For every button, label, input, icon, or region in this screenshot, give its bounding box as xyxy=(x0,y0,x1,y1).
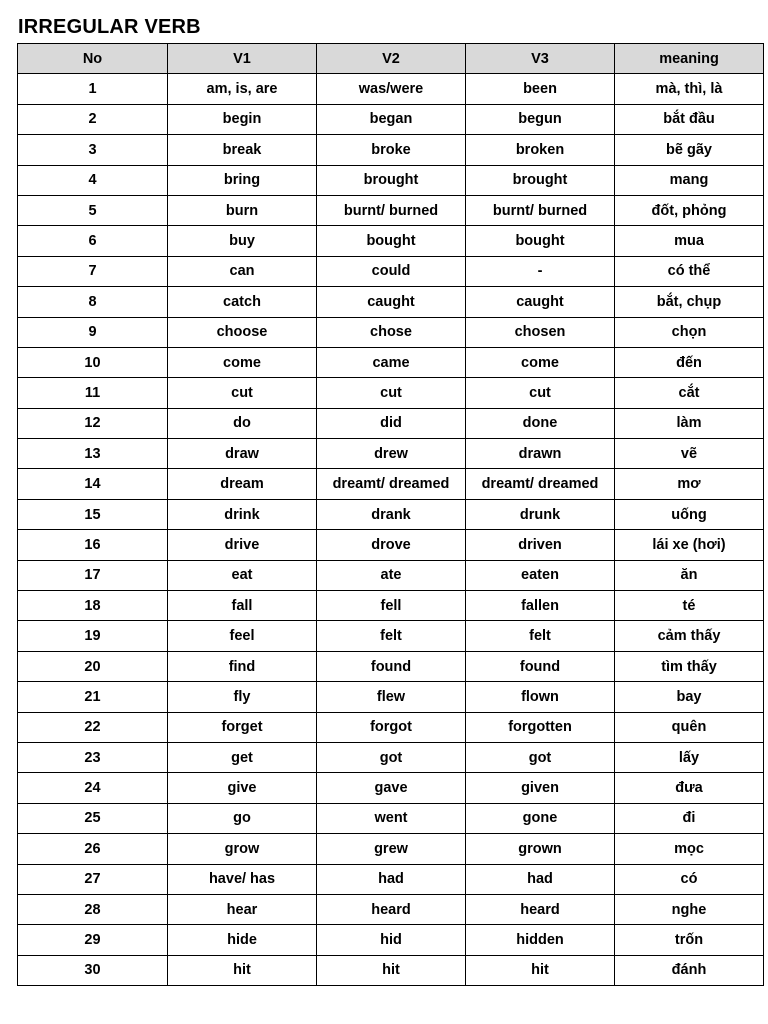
cell-v1: dream xyxy=(168,469,317,499)
cell-meaning: mà, thì, là xyxy=(615,74,764,104)
cell-v2: flew xyxy=(317,682,466,712)
cell-no: 17 xyxy=(18,560,168,590)
cell-meaning: làm xyxy=(615,408,764,438)
cell-meaning: quên xyxy=(615,712,764,742)
cell-v2: fell xyxy=(317,591,466,621)
page-title: IRREGULAR VERB xyxy=(18,16,201,38)
cell-v3: hit xyxy=(466,955,615,985)
cell-meaning: tìm thấy xyxy=(615,651,764,681)
cell-no: 4 xyxy=(18,165,168,195)
cell-no: 3 xyxy=(18,135,168,165)
cell-v1: give xyxy=(168,773,317,803)
cell-no: 18 xyxy=(18,591,168,621)
table-row xyxy=(18,591,764,621)
table-row xyxy=(18,742,764,772)
cell-v2: ate xyxy=(317,560,466,590)
cell-v3: heard xyxy=(466,894,615,924)
cell-meaning: cảm thấy xyxy=(615,621,764,651)
cell-v2: got xyxy=(317,742,466,772)
table-row xyxy=(18,74,764,104)
cell-v3: been xyxy=(466,74,615,104)
cell-v1: bring xyxy=(168,165,317,195)
table-row xyxy=(18,287,764,317)
cell-v3: forgotten xyxy=(466,712,615,742)
table-row xyxy=(18,499,764,529)
cell-v2: hit xyxy=(317,955,466,985)
cell-v2: went xyxy=(317,803,466,833)
cell-meaning: uống xyxy=(615,499,764,529)
cell-v3: flown xyxy=(466,682,615,712)
table-row xyxy=(18,256,764,286)
cell-meaning: nghe xyxy=(615,894,764,924)
cell-no: 9 xyxy=(18,317,168,347)
cell-no: 25 xyxy=(18,803,168,833)
cell-meaning: mơ xyxy=(615,469,764,499)
cell-v2: forgot xyxy=(317,712,466,742)
cell-v3: broken xyxy=(466,135,615,165)
cell-v1: drive xyxy=(168,530,317,560)
cell-v1: hide xyxy=(168,925,317,955)
cell-v3: eaten xyxy=(466,560,615,590)
cell-v2: heard xyxy=(317,894,466,924)
cell-v3: got xyxy=(466,742,615,772)
cell-v1: can xyxy=(168,256,317,286)
cell-v1: forget xyxy=(168,712,317,742)
cell-v2: gave xyxy=(317,773,466,803)
cell-no: 19 xyxy=(18,621,168,651)
cell-no: 2 xyxy=(18,104,168,134)
cell-meaning: chọn xyxy=(615,317,764,347)
cell-v3: given xyxy=(466,773,615,803)
cell-v1: hear xyxy=(168,894,317,924)
cell-meaning: có xyxy=(615,864,764,894)
cell-no: 28 xyxy=(18,894,168,924)
cell-v2: cut xyxy=(317,378,466,408)
cell-no: 5 xyxy=(18,195,168,225)
cell-v1: cut xyxy=(168,378,317,408)
cell-meaning: bẽ gãy xyxy=(615,135,764,165)
table-row xyxy=(18,378,764,408)
header-no: No xyxy=(18,44,168,74)
cell-meaning: vẽ xyxy=(615,439,764,469)
cell-v3: begun xyxy=(466,104,615,134)
table-row xyxy=(18,773,764,803)
table-row xyxy=(18,682,764,712)
cell-v1: do xyxy=(168,408,317,438)
cell-v1: choose xyxy=(168,317,317,347)
table-body xyxy=(18,74,764,986)
table-row xyxy=(18,651,764,681)
cell-meaning: bắt đầu xyxy=(615,104,764,134)
cell-meaning: mang xyxy=(615,165,764,195)
cell-no: 27 xyxy=(18,864,168,894)
cell-meaning: đốt, phỏng xyxy=(615,195,764,225)
header-v3: V3 xyxy=(466,44,615,74)
table-row xyxy=(18,712,764,742)
cell-v3: grown xyxy=(466,834,615,864)
cell-meaning: lấy xyxy=(615,742,764,772)
cell-meaning: lái xe (hơi) xyxy=(615,530,764,560)
cell-v3: caught xyxy=(466,287,615,317)
header-row xyxy=(18,44,764,74)
cell-v1: come xyxy=(168,347,317,377)
cell-meaning: bắt, chụp xyxy=(615,287,764,317)
cell-v3: bought xyxy=(466,226,615,256)
cell-no: 7 xyxy=(18,256,168,286)
cell-v1: catch xyxy=(168,287,317,317)
cell-v1: fall xyxy=(168,591,317,621)
header-meaning: meaning xyxy=(615,44,764,74)
cell-v3: dreamt/ dreamed xyxy=(466,469,615,499)
table-header xyxy=(18,44,764,74)
cell-meaning: té xyxy=(615,591,764,621)
cell-v1: grow xyxy=(168,834,317,864)
cell-v2: began xyxy=(317,104,466,134)
cell-v2: found xyxy=(317,651,466,681)
cell-v1: fly xyxy=(168,682,317,712)
cell-no: 12 xyxy=(18,408,168,438)
cell-v3: felt xyxy=(466,621,615,651)
cell-meaning: đánh xyxy=(615,955,764,985)
cell-no: 20 xyxy=(18,651,168,681)
cell-no: 6 xyxy=(18,226,168,256)
cell-no: 29 xyxy=(18,925,168,955)
cell-no: 22 xyxy=(18,712,168,742)
cell-v2: was/were xyxy=(317,74,466,104)
cell-v1: go xyxy=(168,803,317,833)
cell-v2: hid xyxy=(317,925,466,955)
cell-v3: drawn xyxy=(466,439,615,469)
cell-no: 11 xyxy=(18,378,168,408)
cell-v1: have/ has xyxy=(168,864,317,894)
cell-v1: buy xyxy=(168,226,317,256)
cell-v3: come xyxy=(466,347,615,377)
header-v1: V1 xyxy=(168,44,317,74)
cell-v2: drew xyxy=(317,439,466,469)
cell-v2: burnt/ burned xyxy=(317,195,466,225)
table-row xyxy=(18,834,764,864)
table-row xyxy=(18,439,764,469)
cell-no: 1 xyxy=(18,74,168,104)
table-row xyxy=(18,347,764,377)
cell-v1: hit xyxy=(168,955,317,985)
table-row xyxy=(18,864,764,894)
cell-v1: burn xyxy=(168,195,317,225)
cell-meaning: mọc xyxy=(615,834,764,864)
cell-v1: find xyxy=(168,651,317,681)
cell-v3: cut xyxy=(466,378,615,408)
cell-v3: burnt/ burned xyxy=(466,195,615,225)
cell-v1: get xyxy=(168,742,317,772)
table-row xyxy=(18,530,764,560)
cell-v1: eat xyxy=(168,560,317,590)
cell-no: 24 xyxy=(18,773,168,803)
table-row xyxy=(18,803,764,833)
table-row xyxy=(18,135,764,165)
cell-v3: done xyxy=(466,408,615,438)
cell-v1: drink xyxy=(168,499,317,529)
table-row xyxy=(18,925,764,955)
cell-v2: came xyxy=(317,347,466,377)
table-row xyxy=(18,195,764,225)
cell-no: 13 xyxy=(18,439,168,469)
cell-no: 26 xyxy=(18,834,168,864)
cell-meaning: đi xyxy=(615,803,764,833)
cell-no: 16 xyxy=(18,530,168,560)
cell-v3: hidden xyxy=(466,925,615,955)
cell-meaning: có thể xyxy=(615,256,764,286)
cell-no: 21 xyxy=(18,682,168,712)
cell-v2: could xyxy=(317,256,466,286)
cell-v3: driven xyxy=(466,530,615,560)
cell-v3: gone xyxy=(466,803,615,833)
cell-v3: fallen xyxy=(466,591,615,621)
cell-v2: had xyxy=(317,864,466,894)
table-row xyxy=(18,469,764,499)
table-row xyxy=(18,408,764,438)
cell-no: 10 xyxy=(18,347,168,377)
cell-v3: had xyxy=(466,864,615,894)
cell-v2: brought xyxy=(317,165,466,195)
cell-v3: found xyxy=(466,651,615,681)
cell-no: 15 xyxy=(18,499,168,529)
cell-v2: chose xyxy=(317,317,466,347)
cell-v2: grew xyxy=(317,834,466,864)
cell-v2: broke xyxy=(317,135,466,165)
cell-no: 8 xyxy=(18,287,168,317)
table-row xyxy=(18,317,764,347)
cell-v3: - xyxy=(466,256,615,286)
cell-v2: felt xyxy=(317,621,466,651)
cell-meaning: ăn xyxy=(615,560,764,590)
cell-meaning: bay xyxy=(615,682,764,712)
cell-no: 23 xyxy=(18,742,168,772)
cell-meaning: trốn xyxy=(615,925,764,955)
table-row xyxy=(18,165,764,195)
table-row xyxy=(18,955,764,985)
cell-v1: draw xyxy=(168,439,317,469)
cell-v3: drunk xyxy=(466,499,615,529)
cell-no: 30 xyxy=(18,955,168,985)
table-row xyxy=(18,104,764,134)
cell-meaning: đến xyxy=(615,347,764,377)
cell-v1: break xyxy=(168,135,317,165)
cell-v2: dreamt/ dreamed xyxy=(317,469,466,499)
cell-v1: begin xyxy=(168,104,317,134)
cell-meaning: mua xyxy=(615,226,764,256)
cell-v1: feel xyxy=(168,621,317,651)
cell-meaning: cắt xyxy=(615,378,764,408)
cell-v2: did xyxy=(317,408,466,438)
table-row xyxy=(18,621,764,651)
table-row xyxy=(18,560,764,590)
cell-no: 14 xyxy=(18,469,168,499)
table-row xyxy=(18,894,764,924)
table-row xyxy=(18,226,764,256)
cell-v2: bought xyxy=(317,226,466,256)
cell-v1: am, is, are xyxy=(168,74,317,104)
cell-v2: drove xyxy=(317,530,466,560)
cell-v3: brought xyxy=(466,165,615,195)
cell-v3: chosen xyxy=(466,317,615,347)
cell-v2: caught xyxy=(317,287,466,317)
cell-meaning: đưa xyxy=(615,773,764,803)
irregular-verb-table xyxy=(17,43,764,986)
header-v2: V2 xyxy=(317,44,466,74)
cell-v2: drank xyxy=(317,499,466,529)
